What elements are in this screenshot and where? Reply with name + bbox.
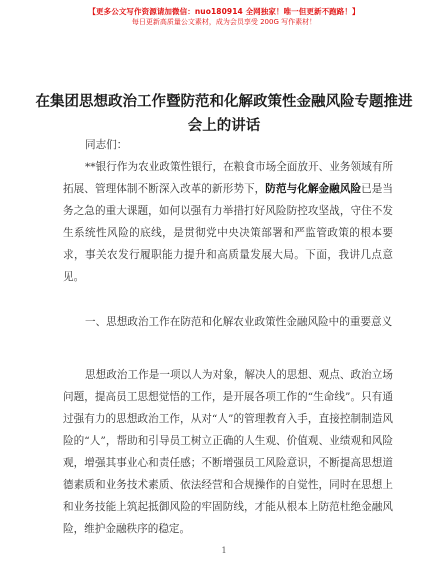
promo-banner (0, 6, 448, 28)
promo-banner-line2: 每日更新高质量公文素材，成为会员享受 200G 写作素材！ (131, 18, 317, 26)
promo-banner-line1: 【更多公文写作资源请加微信：nuo180914 全网独家！唯一但更新不跑路！】 (88, 7, 360, 16)
paragraph-intro-bold: 防范与化解金融风险 (265, 183, 362, 195)
document-title: 在集团思想政治工作暨防范和化解政策性金融风险专题推进会上的讲话 (35, 94, 413, 134)
paragraph-section-1: 思想政治工作是一项以人为对象，解决人的思想、观点、政治立场问题，提高员工思想觉悟的工作，是开展各项工作的“生命线”。只有通过强有力的思想政治工作，从对“人”的管理教育入手，直接控制制造风险的“人”，帮助和引导员工树立正确的人生观、价值观、业绩观和风险观，增强其事业心和责任感；不断增强员工风险意识，不断提高思想道德素质和业务技术素质、依法经营和合规操作的自觉性，同时在思想上和业务技能上筑起抵御风险的牢固防线，才能从根本上防范杜绝金融风险，维护金融秩序的稳定。 (63, 369, 393, 535)
salutation: 同志们： (85, 139, 128, 151)
page-number: 1 (221, 546, 227, 555)
paragraph-intro-prefix: **银行作为农业政策性银行，在粮食市场全面放开、业务领域有所拓展、管理体制不断深入改革的新形势下， (63, 161, 393, 195)
paragraph-intro-suffix: 已是当务之急的重大课题，如何以强有力举措打好风险防控攻坚战，守住不发生系统性风险的底线，是贯彻党中央决策部署和严监管政策的根本要求，事关农发行履职能力提升和高质量发展大局。下面，我讲几点意见。 (63, 183, 394, 283)
section-heading-1: 一、思想政治工作在防范和化解农业政策性金融风险中的重要意义 (85, 316, 393, 328)
paragraph-intro (63, 156, 393, 288)
